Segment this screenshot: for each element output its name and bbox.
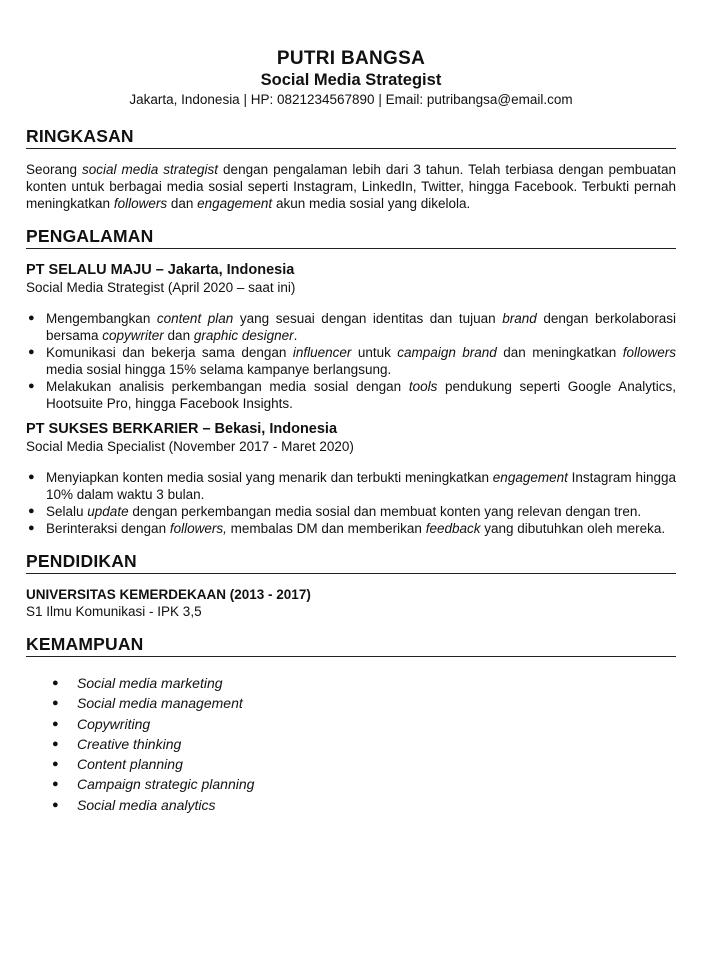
skills-section-title: KEMAMPUAN [26, 634, 676, 657]
bullet-item [26, 520, 676, 537]
skill-item: ● Copywriting [26, 714, 676, 734]
bullet-text: dengan berkolaborasi bersama [46, 311, 677, 343]
summary-text: dengan pengalaman lebih dari 3 tahun. Telah terbiasa dengan pembuatan konten untuk berbagai media sosial seperti Instagram, LinkedIn, Twitter, hingga Facebook. Terbukti pernah meningkatkan [26, 162, 676, 211]
bullet-text: content plan [156, 311, 234, 326]
summary-text: Seorang [26, 162, 83, 177]
bullet-text: Menyiapkan konten media sosial yang menarik dan terbukti meningkatkan [46, 470, 493, 485]
bullet-text: Selalu [46, 504, 88, 519]
bullet-text: followers, [169, 521, 227, 536]
skills-list [26, 673, 676, 815]
bullet-text: untuk [351, 345, 398, 360]
bullet-text: Berinteraksi dengan [46, 521, 170, 536]
education-section-title: PENDIDIKAN [26, 551, 676, 574]
job-entry [26, 420, 676, 537]
job-company: PT SUKSES BERKARIER – Bekasi, Indonesia [26, 421, 338, 437]
education-degree: S1 Ilmu Komunikasi - IPK 3,5 [26, 604, 202, 619]
bullet-text: copywriter [102, 328, 164, 343]
bullet-text: engagement [492, 470, 568, 485]
bullet-item [26, 469, 676, 503]
candidate-name: PUTRI BANGSA [276, 48, 426, 69]
summary-text: social media strategist [82, 162, 219, 177]
bullet-text: campaign brand [397, 345, 497, 360]
job-position: Social Media Specialist (November 2017 - Maret 2020) [26, 439, 354, 454]
bullet-text: dan meningkatkan [496, 345, 623, 360]
bullet-item [26, 310, 676, 344]
summary-text: followers [113, 196, 168, 211]
job-company: PT SELALU MAJU – Jakarta, Indonesia [26, 262, 295, 278]
skill-item: ● Social media management [26, 693, 676, 713]
bullet-text: influencer [292, 345, 352, 360]
bullet-text: membalas DM dan memberikan [226, 521, 426, 536]
summary-paragraph [26, 161, 676, 212]
bullet-text: Melakukan analisis perkembangan media sosial dengan [46, 379, 409, 394]
bullet-text: tools [408, 379, 438, 394]
bullet-text: graphic designer [193, 328, 294, 343]
skill-item: ● Campaign strategic planning [26, 774, 676, 794]
bullet-text: feedback [425, 521, 481, 536]
skill-item: ● Social media analytics [26, 795, 676, 815]
bullet-text: dan [163, 328, 194, 343]
bullet-text: yang sesuai dengan identitas dan tujuan [233, 311, 503, 326]
experience-section-title: PENGALAMAN [26, 226, 676, 249]
summary-text: engagement [197, 196, 273, 211]
bullet-text: Mengembangkan [46, 311, 157, 326]
skill-item: ● Social media marketing [26, 673, 676, 693]
bullet-item [26, 503, 676, 520]
candidate-role: Social Media Strategist [260, 71, 442, 89]
bullet-item [26, 378, 676, 412]
bullet-text: Instagram hingga 10% dalam waktu 3 bulan. [46, 470, 676, 502]
skill-item: ● Content planning [26, 754, 676, 774]
skill-item: ● Creative thinking [26, 734, 676, 754]
bullet-item [26, 344, 676, 378]
bullet-text: . [293, 328, 298, 343]
contact-info: Jakarta, Indonesia | HP: 0821234567890 | Email: putribangsa@email.com [129, 92, 573, 107]
bullet-text: dengan perkembangan media sosial dan membuat konten yang relevan dengan tren. [128, 504, 642, 519]
bullet-text: brand [502, 311, 537, 326]
job-bullets [26, 469, 676, 537]
job-position: Social Media Strategist (April 2020 – saat ini) [26, 280, 296, 295]
summary-text: akun media sosial yang dikelola. [272, 196, 471, 211]
summary-section-title: RINGKASAN [26, 126, 676, 149]
resume-header [26, 0, 676, 108]
bullet-text: followers [622, 345, 676, 360]
bullet-text: update [87, 504, 129, 519]
education-school: UNIVERSITAS KEMERDEKAAN (2013 - 2017) [26, 587, 311, 602]
bullet-text: pendukung seperti Google Analytics, Hootsuite Pro, hingga Facebook Insights. [46, 379, 676, 411]
job-entry [26, 261, 676, 412]
bullet-text: yang dibutuhkan oleh mereka. [480, 521, 666, 536]
summary-text: dan [167, 196, 198, 211]
bullet-text: media sosial hingga 15% selama kampanye berlangsung. [46, 362, 392, 377]
bullet-text: Komunikasi dan bekerja sama dengan [46, 345, 293, 360]
job-bullets [26, 310, 676, 412]
